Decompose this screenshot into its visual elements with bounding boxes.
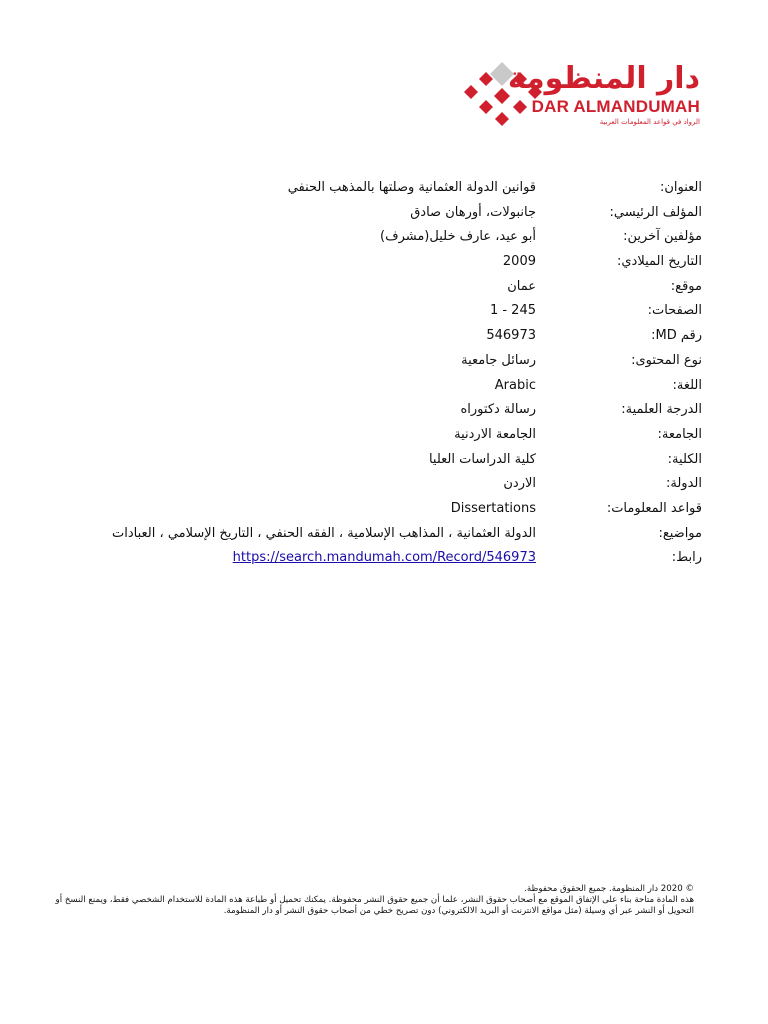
value-country: الاردن [503, 476, 536, 492]
label-university: الجامعة: [657, 426, 702, 442]
label-other-authors: مؤلفين آخرين: [623, 229, 702, 245]
value-link-wrapper [233, 549, 536, 567]
copyright-footer [54, 884, 694, 917]
row-degree [40, 399, 702, 424]
label-title: العنوان: [659, 180, 702, 195]
label-country: الدولة: [666, 476, 702, 492]
value-date: 2009 [502, 254, 536, 270]
value-language: Arabic [494, 377, 536, 393]
row-main-author [40, 202, 702, 227]
usage-notice: هذه المادة متاحة بناء على الإتفاق الموقع مع أصحاب حقوق النشر، علما أن جميع حقوق النشر محفوظة. يمكنك تحميل أو طباعة هذه المادة للاستخدام الشخصي فقط، ويمنع النسخ أو التحويل أو النشر عبر أي وسيلة (مثل مواقع الانترنت أو البريد الالكتروني) دون تصريح خطي من أصحاب حقوق النشر أو دار المنظومة. [55, 895, 694, 916]
row-databases [40, 498, 702, 523]
row-language [40, 375, 702, 400]
value-title: قوانين الدولة العثمانية وصلتها بالمذهب الحنفي [287, 180, 536, 195]
label-pages: الصفحات: [647, 303, 702, 319]
red-diamond-icon [513, 100, 527, 114]
value-degree: رسالة دكتوراه [460, 402, 536, 418]
row-pages [40, 300, 702, 325]
row-link [40, 547, 702, 572]
logo-tagline: الرواد في قواعد المعلومات العربية [599, 118, 700, 126]
row-content-type [40, 350, 702, 375]
row-other-authors [40, 226, 702, 251]
label-date: التاريخ الميلادي: [617, 254, 702, 270]
logo-arabic-name: دار المنظومة [507, 61, 700, 96]
label-main-author: المؤلف الرئيسي: [609, 204, 702, 220]
label-link: رابط: [671, 550, 702, 566]
row-title [40, 177, 702, 202]
row-subjects [40, 523, 702, 548]
logo-latin-name: DAR ALMANDUMAH [531, 97, 700, 116]
value-md-number: 546973 [486, 328, 536, 344]
publisher-logo [462, 60, 704, 132]
value-college: كلية الدراسات العليا [428, 451, 536, 467]
red-diamond-icon [479, 100, 493, 114]
row-md-number [40, 325, 702, 350]
row-location [40, 276, 702, 301]
row-country [40, 473, 702, 498]
label-language: اللغة: [672, 377, 702, 393]
value-databases: Dissertations [450, 500, 536, 516]
value-university: الجامعة الاردنية [454, 426, 536, 442]
red-diamond-icon [495, 112, 509, 126]
label-content-type: نوع المحتوى: [631, 352, 702, 368]
value-other-authors: أبو عيد، عارف خليل(مشرف) [380, 229, 536, 245]
record-link[interactable]: https://search.mandumah.com/Record/546973 [232, 550, 536, 566]
label-databases: قواعد المعلومات: [606, 500, 702, 516]
record-metadata [40, 177, 702, 572]
label-degree: الدرجة العلمية: [621, 402, 702, 418]
label-college: الكلية: [667, 451, 702, 467]
row-university [40, 424, 702, 449]
value-content-type: رسائل جامعية [461, 352, 536, 368]
value-main-author: جانبولات، أورهان صادق [410, 204, 536, 220]
value-pages: 1 - 245 [489, 303, 536, 319]
label-location: موقع: [670, 278, 702, 294]
value-location: عمان [507, 278, 536, 294]
copyright-line: © 2020 دار المنظومة. جميع الحقوق محفوظة. [524, 884, 694, 894]
row-date [40, 251, 702, 276]
row-college [40, 449, 702, 474]
label-subjects: مواضيع: [658, 525, 702, 541]
red-diamond-icon [464, 85, 478, 99]
value-subjects: الدولة العثمانية ، المذاهب الإسلامية ، الفقه الحنفي ، التاريخ الإسلامي ، العبادات [112, 525, 536, 541]
label-md-number: رقم MD: [651, 328, 702, 344]
